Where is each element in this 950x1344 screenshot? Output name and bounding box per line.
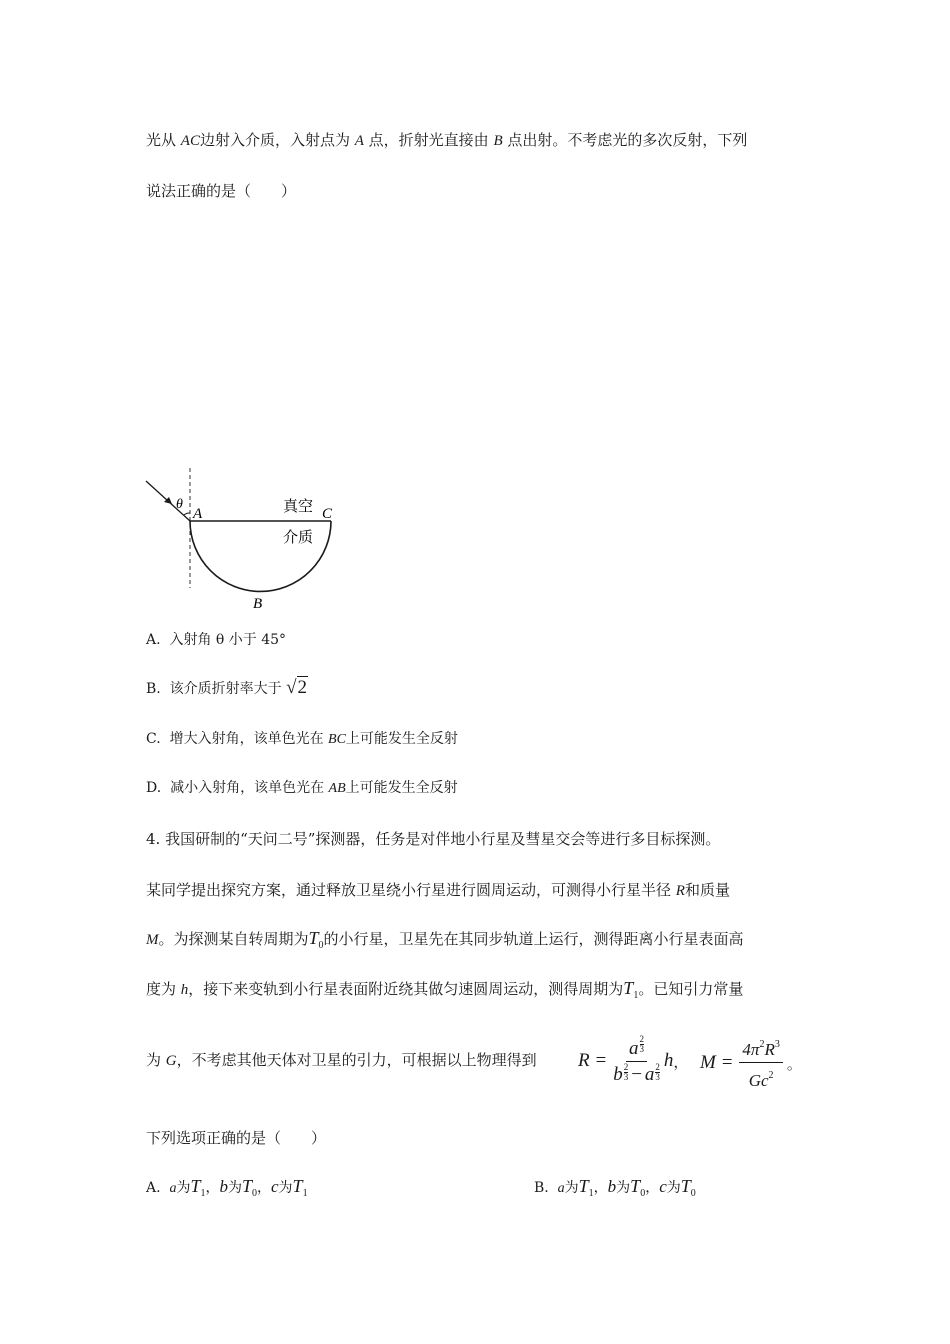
- text: ，不考虑其他天体对卫星的引力，可根据以上物理得到: [176, 1051, 537, 1069]
- text: 边射入介质，入射点为: [199, 131, 355, 149]
- option-text: 上可能发生全反射: [345, 731, 458, 747]
- medium-label: 介质: [283, 528, 314, 546]
- semicircle-refraction-diagram: [140, 466, 350, 614]
- fraction-numerator: a $\frac{2}{3}$: [626, 1035, 647, 1062]
- q3-option-c: [146, 729, 458, 750]
- option-text: 减小入射角，该单色光在: [170, 780, 329, 796]
- option-text: 增大入射角，该单色光在: [169, 731, 329, 747]
- formula-lhs: M =: [700, 1052, 734, 1073]
- text: 的小行星，卫星先在其同步轨道上运行，测得距离小行星表面高: [323, 930, 744, 948]
- segment-bc: BC: [328, 732, 346, 747]
- q3-option-a: [146, 630, 286, 650]
- radicand: 2: [297, 677, 308, 698]
- label-a: A: [193, 506, 203, 522]
- q3-option-b: [146, 678, 308, 699]
- period-symbol: $T_0$: [241, 1176, 257, 1199]
- segment-ac: AC: [180, 133, 200, 149]
- point-b: B: [493, 133, 503, 149]
- q3-option-d: [146, 778, 458, 799]
- period-symbol: $T_1$: [292, 1176, 308, 1199]
- var-a: a: [557, 1181, 565, 1196]
- text: 某同学提出探究方案，通过释放卫星绕小行星进行圆周运动，可测得小行星半径: [146, 881, 676, 899]
- angle-arc: [184, 513, 190, 515]
- formula-lhs: R =: [578, 1050, 608, 1071]
- q4-stem-line-2: [146, 880, 730, 901]
- period-t0: $T_0$: [308, 928, 324, 951]
- q4-question-prompt: 下列选项正确的是（ ）: [146, 1129, 327, 1147]
- var-c: c: [271, 1177, 279, 1196]
- mass-fraction: [739, 1033, 782, 1094]
- var-c: c: [659, 1177, 667, 1196]
- segment-ab: AB: [328, 781, 346, 796]
- q4-stem-line-5: [146, 1050, 537, 1071]
- q4-stem-line-3: [146, 928, 744, 956]
- theta-label: θ: [176, 497, 183, 512]
- option-prefix: A.: [146, 1180, 161, 1196]
- option-prefix: B.: [146, 681, 161, 697]
- q3-stem-line-1: [146, 130, 747, 151]
- radius-symbol: R: [675, 883, 685, 899]
- radius-formula: [578, 1024, 688, 1098]
- option-prefix: A.: [146, 632, 161, 648]
- gravity-constant-symbol: G: [165, 1053, 177, 1069]
- q4-stem-line-4: [146, 978, 743, 1006]
- text: 为: [146, 1051, 166, 1069]
- radius-fraction: [613, 1035, 660, 1088]
- period-symbol: $T_1$: [190, 1176, 206, 1199]
- q4-stem-line-1: 4. 我国研制的“天问二号”探测器，任务是对伴地小行星及彗星交会等进行多目标探测。: [146, 830, 721, 848]
- text: 度为: [146, 980, 181, 998]
- text: 光从: [146, 131, 181, 149]
- option-text: 该介质折射率大于: [169, 681, 282, 697]
- text: 点，折射光直接由: [363, 131, 494, 149]
- text: 。已知引力常量: [638, 980, 744, 998]
- option-prefix: D.: [146, 780, 162, 796]
- text: 和质量: [684, 881, 730, 899]
- option-text: 入射角 θ 小于 45°: [169, 632, 287, 648]
- fraction-denominator: b $\frac{2}{3}$ − a $\frac{2}{3}$: [613, 1061, 660, 1085]
- height-symbol: h: [663, 1050, 674, 1071]
- text: 。为探测某自转周期为: [158, 930, 309, 948]
- point-a: A: [354, 133, 364, 149]
- option-text: 上可能发生全反射: [345, 780, 458, 796]
- fraction-numerator: $4\pi^2R^3$: [739, 1033, 782, 1063]
- var-b: b: [219, 1177, 228, 1196]
- fraction-denominator: Gc$^2$: [748, 1069, 774, 1090]
- sqrt-expression: √2: [286, 677, 308, 698]
- mass-formula: [700, 1036, 802, 1090]
- period-t1: $T_1$: [623, 978, 639, 1001]
- vacuum-label: 真空: [283, 497, 314, 515]
- separator: ，: [673, 1052, 689, 1071]
- period-symbol: $T_0$: [680, 1176, 696, 1199]
- text: ，接下来变轨到小行星表面附近绕其做匀速圆周运动，测得周期为: [188, 980, 624, 998]
- label-b: B: [253, 596, 263, 612]
- period-symbol: $T_1$: [578, 1176, 594, 1199]
- var-a: a: [169, 1181, 177, 1196]
- option-prefix: B.: [534, 1180, 549, 1196]
- height-symbol: h: [180, 982, 189, 998]
- label-c: C: [322, 506, 333, 522]
- option-prefix: C.: [146, 731, 161, 747]
- var-b: b: [607, 1177, 617, 1196]
- q4-option-b: B. a为$T_1$，b为$T_0$，c为$T_0$: [534, 1176, 696, 1199]
- q4-option-a: A. a为$T_1$，b为$T_0$，c为$T_1$: [146, 1176, 308, 1199]
- period-symbol: $T_0$: [630, 1176, 646, 1199]
- text: 点出射。不考虑光的多次反射，下列: [502, 131, 748, 149]
- period-mark: 。: [786, 1054, 802, 1073]
- q3-stem-line-2: 说法正确的是（ ）: [146, 182, 297, 200]
- mass-symbol: M: [146, 932, 159, 948]
